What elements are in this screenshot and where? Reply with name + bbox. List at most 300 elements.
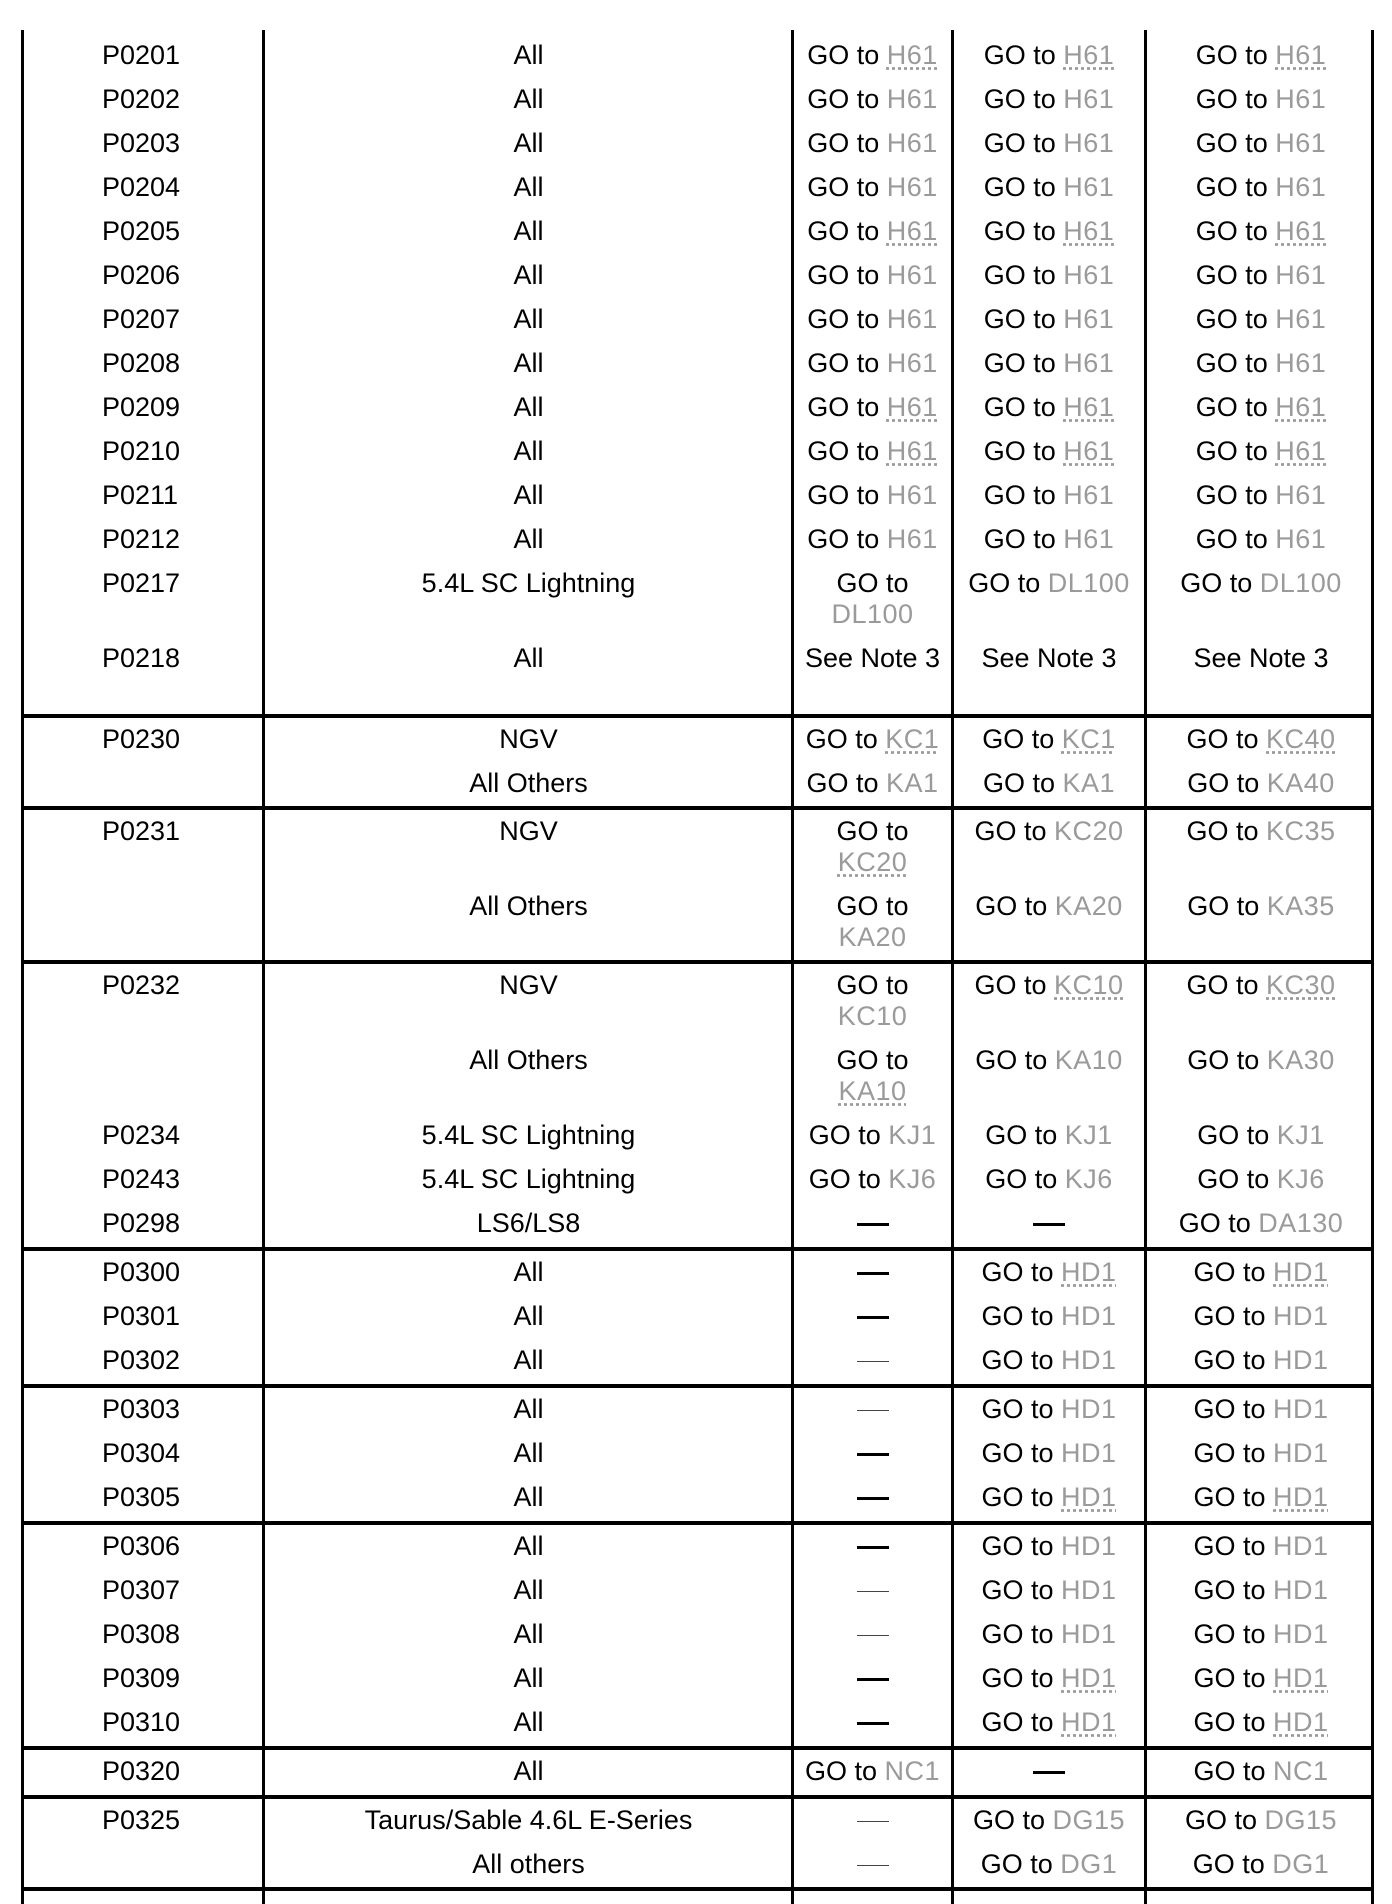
pinpoint-test-link[interactable]: H61 — [1063, 392, 1115, 422]
pinpoint-test-link[interactable]: HD1 — [1273, 1575, 1329, 1605]
go-to-label: GO to — [983, 260, 1056, 290]
application: All — [513, 172, 544, 202]
action-cell — [794, 40, 951, 71]
pinpoint-test-link[interactable]: H61 — [886, 392, 938, 422]
go-to-label: GO to — [1195, 480, 1268, 510]
go-to-label: GO to — [1195, 128, 1268, 158]
action-cell — [794, 1120, 951, 1151]
action-cell — [954, 1849, 1144, 1880]
pinpoint-test-link[interactable]: KJ6 — [888, 1164, 937, 1194]
go-to-label: GO to — [807, 304, 880, 334]
action-cell — [954, 1531, 1144, 1562]
pinpoint-test-link[interactable]: KA1 — [1062, 768, 1116, 798]
application: All — [513, 1663, 544, 1693]
application: All — [513, 1394, 544, 1424]
go-to-label: GO to — [836, 970, 909, 1000]
action-cell — [794, 436, 951, 467]
go-to-label: GO to — [1193, 1531, 1266, 1561]
action-cell — [954, 304, 1144, 335]
pinpoint-test-link[interactable]: DL100 — [1047, 568, 1130, 598]
action-cell — [954, 970, 1144, 1001]
pinpoint-test-link[interactable]: KC40 — [1266, 724, 1336, 754]
action-cell — [794, 348, 951, 379]
application: Taurus/Sable 4.6L E-Series — [364, 1805, 693, 1835]
action-cell — [954, 524, 1144, 555]
go-to-label: GO to — [983, 172, 1056, 202]
action-cell — [794, 1257, 951, 1288]
action-cell — [1147, 816, 1375, 847]
go-to-label: GO to — [981, 1438, 1054, 1468]
action-cell — [794, 568, 951, 630]
action-cell — [954, 392, 1144, 423]
action-cell — [1147, 172, 1375, 203]
action-cell — [1147, 1301, 1375, 1332]
action-cell — [1147, 1482, 1375, 1513]
go-to-label: GO to — [807, 348, 880, 378]
pinpoint-test-link[interactable]: HD1 — [1061, 1482, 1117, 1512]
go-to-label: GO to — [808, 1164, 881, 1194]
pinpoint-test-link[interactable]: H61 — [1275, 480, 1327, 510]
go-to-label: GO to — [1186, 724, 1259, 754]
action-cell — [1147, 392, 1375, 423]
pinpoint-test-link[interactable]: H61 — [886, 480, 938, 510]
pinpoint-test-link[interactable]: KA10 — [838, 1076, 907, 1106]
pinpoint-test-link[interactable]: H61 — [1275, 260, 1327, 290]
action-cell — [794, 724, 951, 755]
dtc-code: P0325 — [102, 1805, 181, 1835]
pinpoint-test-link[interactable]: H61 — [1063, 348, 1115, 378]
go-to-label: GO to — [1197, 1120, 1270, 1150]
pinpoint-test-link[interactable]: KC20 — [837, 847, 908, 877]
go-to-label: GO to — [1195, 84, 1268, 114]
application: NGV — [499, 970, 558, 1000]
action-cell — [1147, 1663, 1375, 1694]
action-cell — [954, 1575, 1144, 1606]
dash-placeholder — [857, 1316, 889, 1319]
pinpoint-test-link[interactable]: HD1 — [1273, 1345, 1329, 1375]
dtc-code: P0206 — [102, 260, 181, 290]
action-cell — [954, 84, 1144, 115]
action-cell — [954, 891, 1144, 922]
action-cell — [954, 40, 1144, 71]
pinpoint-test-link[interactable]: HD1 — [1273, 1707, 1329, 1737]
dtc-code: P0307 — [102, 1575, 181, 1605]
go-to-label: GO to — [983, 40, 1056, 70]
go-to-label: GO to — [1193, 1482, 1266, 1512]
pinpoint-test-link[interactable]: H61 — [1063, 172, 1115, 202]
go-to-label: GO to — [1193, 1619, 1266, 1649]
go-to-label: GO to — [983, 84, 1056, 114]
pinpoint-test-link[interactable]: H61 — [886, 128, 938, 158]
pinpoint-test-link[interactable]: DA130 — [1258, 1208, 1344, 1238]
action-cell — [1147, 768, 1375, 799]
action-cell — [954, 1663, 1144, 1694]
action-cell — [794, 1575, 951, 1606]
pinpoint-test-link[interactable]: HD1 — [1273, 1438, 1329, 1468]
action-cell — [1147, 480, 1375, 511]
pinpoint-test-link[interactable]: KC1 — [1061, 724, 1116, 754]
action-cell — [794, 1805, 951, 1836]
pinpoint-test-link[interactable]: H61 — [1275, 436, 1327, 466]
go-to-label: GO to — [808, 1120, 881, 1150]
pinpoint-test-link[interactable]: H61 — [886, 260, 938, 290]
pinpoint-test-link[interactable]: KA30 — [1266, 1045, 1335, 1075]
go-to-label: GO to — [981, 1482, 1054, 1512]
dash-placeholder — [857, 1223, 889, 1226]
go-to-label: GO to — [1195, 524, 1268, 554]
pinpoint-test-link[interactable]: KA20 — [838, 922, 907, 952]
action-cell — [1147, 348, 1375, 379]
application: All — [513, 84, 544, 114]
dtc-code: P0230 — [102, 724, 181, 754]
group-separator — [21, 1521, 1374, 1525]
pinpoint-test-link[interactable]: H61 — [1063, 84, 1115, 114]
action-cell — [1147, 1208, 1375, 1239]
go-to-label: GO to — [1187, 768, 1260, 798]
pinpoint-test-link[interactable]: KA1 — [886, 768, 939, 798]
go-to-label: GO to — [1195, 304, 1268, 334]
action-cell — [794, 1301, 951, 1332]
action-cell — [794, 1045, 951, 1107]
pinpoint-test-link[interactable]: H61 — [886, 172, 938, 202]
action-cell — [794, 816, 951, 878]
dtc-code: P0243 — [102, 1164, 181, 1194]
go-to-label: GO to — [981, 1663, 1054, 1693]
pinpoint-test-link[interactable]: KJ1 — [1064, 1120, 1113, 1150]
action-cell — [954, 1208, 1144, 1239]
action-cell — [954, 1257, 1144, 1288]
action-cell — [1147, 84, 1375, 115]
go-to-label: GO to — [981, 1575, 1054, 1605]
go-to-label: GO to — [807, 172, 880, 202]
pinpoint-test-link[interactable]: H61 — [1063, 40, 1115, 70]
pinpoint-test-link[interactable]: H61 — [1275, 524, 1327, 554]
go-to-label: GO to — [836, 891, 909, 921]
pinpoint-test-link[interactable]: H61 — [1063, 216, 1115, 246]
action-cell — [954, 1619, 1144, 1650]
application: All — [513, 1301, 544, 1331]
action-cell — [954, 1301, 1144, 1332]
pinpoint-test-link[interactable]: HD1 — [1061, 1438, 1117, 1468]
dtc-code: P0308 — [102, 1619, 181, 1649]
pinpoint-test-link[interactable]: HD1 — [1061, 1257, 1117, 1287]
action-cell — [794, 768, 951, 799]
go-to-label: GO to — [1193, 1438, 1266, 1468]
action-cell — [794, 524, 951, 555]
pinpoint-test-link[interactable]: H61 — [1063, 260, 1115, 290]
go-to-label: GO to — [1192, 1849, 1265, 1879]
action-cell — [794, 1849, 951, 1880]
dtc-code: P0207 — [102, 304, 181, 334]
pinpoint-test-link[interactable]: KC20 — [1054, 816, 1124, 846]
go-to-label: GO to — [981, 1707, 1054, 1737]
go-to-label: GO to — [975, 1045, 1048, 1075]
go-to-label: GO to — [1180, 568, 1253, 598]
pinpoint-test-link[interactable]: H61 — [1275, 84, 1327, 114]
pinpoint-test-link[interactable]: HD1 — [1061, 1345, 1117, 1375]
action-cell — [1147, 128, 1375, 159]
dtc-code: P0217 — [102, 568, 181, 598]
pinpoint-test-link[interactable]: H61 — [1275, 128, 1327, 158]
go-to-label: GO to — [807, 128, 880, 158]
go-to-label: GO to — [968, 568, 1041, 598]
go-to-label: GO to — [981, 1531, 1054, 1561]
application: All — [513, 1438, 544, 1468]
pinpoint-test-link[interactable]: DL100 — [831, 599, 914, 629]
pinpoint-test-link[interactable]: KJ1 — [888, 1120, 937, 1150]
pinpoint-test-link[interactable]: HD1 — [1273, 1663, 1329, 1693]
pinpoint-test-link[interactable]: H61 — [886, 304, 938, 334]
go-to-label: GO to — [983, 480, 1056, 510]
dtc-code: P0305 — [102, 1482, 181, 1512]
action-cell — [794, 891, 951, 953]
application: All — [513, 348, 544, 378]
pinpoint-test-link[interactable]: H61 — [1275, 216, 1327, 246]
go-to-label: GO to — [807, 436, 880, 466]
go-to-label: GO to — [807, 84, 880, 114]
dtc-code: P0300 — [102, 1257, 181, 1287]
action-cell — [1147, 891, 1375, 922]
dtc-code: P0210 — [102, 436, 181, 466]
dtc-code: P0232 — [102, 970, 181, 1000]
action-cell — [1147, 1849, 1375, 1880]
group-separator — [21, 960, 1374, 964]
action-cell — [794, 480, 951, 511]
pinpoint-test-link[interactable]: H61 — [886, 40, 938, 70]
pinpoint-test-link[interactable]: HD1 — [1061, 1575, 1117, 1605]
dash-placeholder — [857, 1678, 889, 1681]
action-cell — [794, 643, 951, 674]
pinpoint-test-link[interactable]: H61 — [1275, 392, 1327, 422]
application: 5.4L SC Lightning — [421, 568, 636, 598]
pinpoint-test-link[interactable]: DG1 — [1060, 1849, 1118, 1879]
pinpoint-test-link[interactable]: HD1 — [1273, 1482, 1329, 1512]
go-to-label: GO to — [983, 128, 1056, 158]
dtc-code: P0231 — [102, 816, 181, 846]
dash-placeholder — [857, 1591, 889, 1592]
go-to-label: GO to — [980, 1849, 1053, 1879]
go-to-label: GO to — [972, 1805, 1045, 1835]
go-to-label: GO to — [1195, 216, 1268, 246]
pinpoint-test-link[interactable]: KJ6 — [1064, 1164, 1113, 1194]
group-separator — [21, 1247, 1374, 1251]
pinpoint-test-link[interactable]: H61 — [1063, 524, 1115, 554]
dtc-code: P0212 — [102, 524, 181, 554]
group-separator — [21, 1746, 1374, 1750]
action-cell — [794, 1208, 951, 1239]
dash-placeholder — [857, 1546, 889, 1549]
pinpoint-test-link[interactable]: HD1 — [1061, 1394, 1117, 1424]
pinpoint-test-link[interactable]: HD1 — [1273, 1301, 1329, 1331]
pinpoint-test-link[interactable]: HD1 — [1061, 1301, 1117, 1331]
dash-placeholder — [857, 1361, 889, 1362]
dash-placeholder — [1033, 1223, 1065, 1226]
pinpoint-test-link[interactable]: HD1 — [1273, 1619, 1329, 1649]
go-to-label: GO to — [1186, 970, 1259, 1000]
action-cell — [1147, 304, 1375, 335]
go-to-label: GO to — [836, 1045, 909, 1075]
pinpoint-test-link[interactable]: H61 — [1063, 436, 1115, 466]
action-cell — [954, 1164, 1144, 1195]
dtc-code: P0218 — [102, 643, 181, 673]
go-to-label: GO to — [981, 1394, 1054, 1424]
pinpoint-test-link[interactable]: KC1 — [885, 724, 940, 754]
dash-placeholder — [857, 1635, 889, 1636]
action-cell — [954, 1120, 1144, 1151]
pinpoint-test-link[interactable]: KA40 — [1266, 768, 1335, 798]
action-cell — [1147, 524, 1375, 555]
go-to-label: GO to — [983, 392, 1056, 422]
action-cell — [954, 1345, 1144, 1376]
action-cell — [794, 970, 951, 1032]
pinpoint-test-link[interactable]: HD1 — [1061, 1707, 1117, 1737]
go-to-label: GO to — [807, 260, 880, 290]
go-to-label: GO to — [983, 304, 1056, 334]
application: All — [513, 392, 544, 422]
go-to-label: GO to — [974, 970, 1047, 1000]
action-cell — [1147, 436, 1375, 467]
go-to-label: GO to — [1195, 40, 1268, 70]
application: All — [513, 524, 544, 554]
action-cell — [954, 1394, 1144, 1425]
action-cell — [1147, 1575, 1375, 1606]
application: All — [513, 1756, 544, 1786]
action-cell — [794, 1345, 951, 1376]
pinpoint-test-link[interactable]: H61 — [886, 216, 938, 246]
pinpoint-test-link[interactable]: KJ6 — [1276, 1164, 1325, 1194]
action-cell — [954, 643, 1144, 674]
pinpoint-test-link[interactable]: H61 — [1063, 304, 1115, 334]
pinpoint-test-link[interactable]: KJ1 — [1276, 1120, 1325, 1150]
dtc-code: P0298 — [102, 1208, 181, 1238]
pinpoint-test-link[interactable]: H61 — [886, 348, 938, 378]
go-to-label: GO to — [1193, 1575, 1266, 1605]
action-cell — [954, 816, 1144, 847]
application: All — [513, 1257, 544, 1287]
action-cell — [954, 768, 1144, 799]
pinpoint-test-link[interactable]: HD1 — [1061, 1619, 1117, 1649]
go-to-label: GO to — [1193, 1301, 1266, 1331]
application: All — [513, 1619, 544, 1649]
action-cell — [794, 304, 951, 335]
pinpoint-test-link[interactable]: KC10 — [837, 1001, 908, 1031]
action-cell — [1147, 1345, 1375, 1376]
dtc-code: P0201 — [102, 40, 181, 70]
application: NGV — [499, 724, 558, 754]
go-to-label: GO to — [807, 524, 880, 554]
dtc-code: P0303 — [102, 1394, 181, 1424]
pinpoint-test-link[interactable]: DL100 — [1259, 568, 1342, 598]
pinpoint-test-link[interactable]: HD1 — [1061, 1531, 1117, 1561]
go-to-label: GO to — [1195, 436, 1268, 466]
group-separator — [21, 714, 1374, 718]
application: All — [513, 1575, 544, 1605]
action-cell — [794, 1707, 951, 1738]
go-to-label: GO to — [807, 40, 880, 70]
pinpoint-test-link[interactable]: H61 — [886, 524, 938, 554]
action-cell — [794, 172, 951, 203]
pinpoint-test-link[interactable]: H61 — [1275, 348, 1327, 378]
pinpoint-test-link[interactable]: HD1 — [1273, 1531, 1329, 1561]
note-reference: See Note 3 — [804, 643, 941, 673]
pinpoint-test-link[interactable]: H61 — [886, 84, 938, 114]
go-to-label: GO to — [1178, 1208, 1251, 1238]
action-cell — [794, 1394, 951, 1425]
dash-placeholder — [857, 1865, 889, 1866]
application: All — [513, 304, 544, 334]
dtc-code: P0320 — [102, 1756, 181, 1786]
action-cell — [954, 1045, 1144, 1076]
pinpoint-test-link[interactable]: H61 — [886, 436, 938, 466]
action-cell — [1147, 724, 1375, 755]
action-cell — [954, 724, 1144, 755]
go-to-label: GO to — [1195, 348, 1268, 378]
dash-placeholder — [857, 1497, 889, 1500]
pinpoint-test-link[interactable]: KA20 — [1054, 891, 1123, 921]
action-cell — [794, 1756, 951, 1787]
pinpoint-test-link[interactable]: H61 — [1063, 480, 1115, 510]
action-cell — [954, 1805, 1144, 1836]
pinpoint-test-link[interactable]: HD1 — [1273, 1394, 1329, 1424]
pinpoint-test-link[interactable]: H61 — [1063, 128, 1115, 158]
action-cell — [1147, 1257, 1375, 1288]
action-cell — [1147, 1805, 1375, 1836]
action-cell — [794, 260, 951, 291]
action-cell — [954, 216, 1144, 247]
pinpoint-test-link[interactable]: KA35 — [1266, 891, 1335, 921]
action-cell — [1147, 1438, 1375, 1469]
dtc-code: P0310 — [102, 1707, 181, 1737]
pinpoint-test-link[interactable]: KC30 — [1266, 970, 1336, 1000]
pinpoint-test-link[interactable]: HD1 — [1061, 1663, 1117, 1693]
pinpoint-test-link[interactable]: KC10 — [1054, 970, 1124, 1000]
action-cell — [794, 84, 951, 115]
pinpoint-test-link[interactable]: DG1 — [1272, 1849, 1330, 1879]
go-to-label: GO to — [981, 1345, 1054, 1375]
pinpoint-test-link[interactable]: KA10 — [1054, 1045, 1123, 1075]
action-cell — [1147, 1756, 1375, 1787]
pinpoint-test-link[interactable]: H61 — [1275, 172, 1327, 202]
pinpoint-test-link[interactable]: NC1 — [1273, 1756, 1329, 1786]
dash-placeholder — [857, 1722, 889, 1725]
go-to-label: GO to — [1187, 1045, 1260, 1075]
action-cell — [794, 1619, 951, 1650]
application: All — [513, 1531, 544, 1561]
dtc-code: P0234 — [102, 1120, 181, 1150]
pinpoint-test-link[interactable]: KC35 — [1266, 816, 1336, 846]
action-cell — [1147, 260, 1375, 291]
pinpoint-test-link[interactable]: DG15 — [1264, 1805, 1338, 1835]
go-to-label: GO to — [836, 816, 909, 846]
go-to-label: GO to — [1193, 1257, 1266, 1287]
pinpoint-test-link[interactable]: H61 — [1275, 40, 1327, 70]
pinpoint-test-link[interactable]: HD1 — [1273, 1257, 1329, 1287]
action-cell — [1147, 216, 1375, 247]
dtc-code: P0304 — [102, 1438, 181, 1468]
column-divider — [262, 30, 265, 1904]
action-cell — [794, 128, 951, 159]
pinpoint-test-link[interactable]: NC1 — [884, 1756, 941, 1786]
go-to-label: GO to — [1186, 816, 1259, 846]
pinpoint-test-link[interactable]: H61 — [1275, 304, 1327, 334]
pinpoint-test-link[interactable]: DG15 — [1052, 1805, 1126, 1835]
note-reference: See Note 3 — [1193, 643, 1329, 673]
application: LS6/LS8 — [476, 1208, 581, 1238]
group-separator — [21, 1887, 1374, 1891]
go-to-label: GO to — [983, 216, 1056, 246]
go-to-label: GO to — [836, 568, 909, 598]
action-cell — [954, 348, 1144, 379]
